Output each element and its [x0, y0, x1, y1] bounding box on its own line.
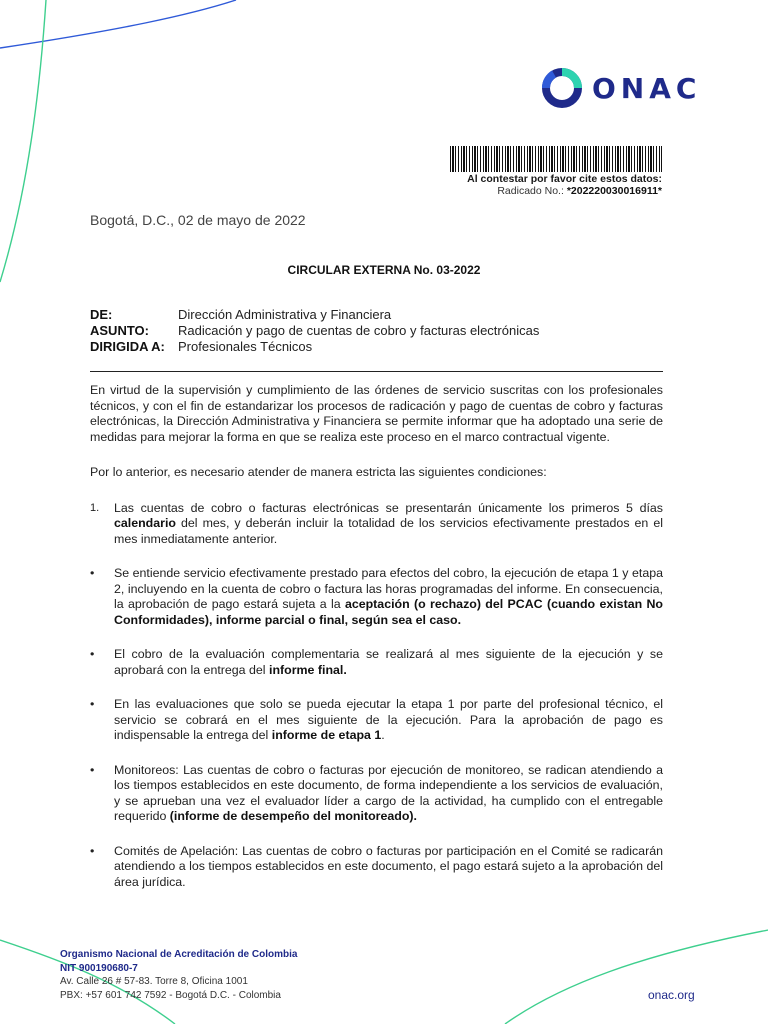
- barcode-caption: Al contestar por favor cite estos datos:: [467, 173, 662, 185]
- intro-paragraph: En virtud de la supervisión y cumplimiento de las órdenes de servicio suscritas con los profesionales técnicos, y con el fin de estandarizar los procesos de radicación y pago de cuentas de cobro y facturas electrónicas, la Dirección Administrativa y Financiera se permite informar que ha adoptado una serie de medidas para mejorar la forma en que se realiza este proceso en el marco contractual vigente.: [90, 383, 663, 444]
- meta-value: Profesionales Técnicos: [178, 339, 313, 354]
- list-marker: •: [90, 762, 95, 777]
- list-marker: •: [90, 647, 95, 661]
- item-text: En las evaluaciones que solo se pueda ejecutar la etapa 1 por parte del profesional técnico, el servicio se cobrará en el mes siguiente de la ejecución. Para la aprobación de pago es indispensable la entrega del: [114, 697, 663, 742]
- list-item: [90, 763, 663, 825]
- item-text: Se entiende servicio efectivamente prestado para efectos del cobro, la ejecución de etapa 1 y etapa 2, incluyendo en la cuenta de cobro o factura las horas programadas del informe. En consecuencia, la aprobación de pago estará sujeta a la: [114, 566, 663, 611]
- footer-contact: [60, 948, 297, 1002]
- meta-row-from: [90, 307, 539, 323]
- conditions-paragraph: Por lo anterior, es necesario atender de manera estricta las siguientes condiciones:: [90, 465, 547, 479]
- meta-value: Dirección Administrativa y Financiera: [178, 307, 392, 322]
- logo-text: ONAC: [592, 71, 702, 105]
- item-emphasis: informe final.: [269, 662, 347, 677]
- footer-org: Organismo Nacional de Acreditación de Colombia: [60, 949, 298, 960]
- list-marker: •: [90, 843, 95, 858]
- meta-block: [90, 307, 539, 355]
- item-emphasis: calendario: [114, 516, 176, 530]
- footer-phone: PBX: +57 601 742 7592 - Bogotá D.C. - Colombia: [60, 989, 281, 1001]
- meta-key: ASUNTO:: [90, 323, 149, 338]
- barcode: [450, 146, 662, 172]
- circular-title: CIRCULAR EXTERNA No. 03-2022: [287, 263, 481, 277]
- list-marker: •: [90, 566, 95, 580]
- meta-value: Radicación y pago de cuentas de cobro y facturas electrónicas: [178, 323, 540, 338]
- document-body: [90, 383, 663, 909]
- footer-address: Av. Calle 26 # 57-83. Torre 8, Oficina 1001: [60, 976, 248, 987]
- item-emphasis: (informe de desempeño del monitoreado).: [169, 809, 417, 823]
- item-text: Monitoreos: Las cuentas de cobro o facturas por ejecución de monitoreo, se radican atendiendo a los tiempos establecidos en este documento, de forma independiente a los servicios de evaluación, y se aprueban una vez el evaluador líder a cargo de la actividad, ha cumplido con el entregable requerido: [114, 762, 663, 823]
- meta-row-recipient: [90, 339, 539, 355]
- item-text: Las cuentas de cobro o facturas electrónicas se presentarán únicamente los primeros 5 días: [114, 500, 663, 515]
- conditions-list: [90, 501, 663, 891]
- radicado-line: [442, 185, 662, 197]
- list-item: [90, 647, 663, 678]
- divider: [90, 371, 663, 372]
- meta-key: DE:: [90, 307, 113, 322]
- list-item: [90, 566, 663, 628]
- list-marker: 1.: [90, 501, 100, 514]
- list-item: [90, 697, 663, 744]
- meta-row-subject: [90, 323, 539, 339]
- list-item: [90, 501, 663, 548]
- item-text-end: del mes, y deberán incluir la totalidad de los servicios efectivamente prestados en el mes inmediatamente anterior.: [114, 516, 663, 546]
- item-text: Comités de Apelación: Las cuentas de cobro o facturas por participación en el Comité se radicarán atendiendo a los tiempos establecidos en este documento, el pago estará sujeto a la aprobación del área jurídica.: [114, 843, 663, 889]
- radicado-number: *202220030016911*: [566, 185, 662, 197]
- item-text: El cobro de la evaluación complementaria se realizará al mes siguiente de la ejecución y se aprobará con la entrega del: [114, 647, 663, 677]
- list-item: [90, 844, 663, 891]
- meta-key: DIRIGIDA A:: [90, 339, 165, 354]
- radicado-label: Radicado No.:: [497, 185, 564, 197]
- item-emphasis: informe de etapa 1: [271, 728, 382, 742]
- radicado-block: [442, 146, 662, 197]
- footer-website-link[interactable]: onac.org: [648, 988, 695, 1002]
- onac-ring-icon: [540, 66, 584, 110]
- onac-logo: [540, 62, 701, 114]
- list-marker: •: [90, 697, 95, 711]
- item-text-end: .: [381, 728, 385, 742]
- item-emphasis: aceptación (o rechazo) del PCAC (cuando existan No Conformidades), informe parcial o final, según sea el caso.: [114, 597, 663, 627]
- document-date: Bogotá, D.C., 02 de mayo de 2022: [90, 212, 306, 228]
- footer-nit: NIT 900190680-7: [60, 962, 138, 974]
